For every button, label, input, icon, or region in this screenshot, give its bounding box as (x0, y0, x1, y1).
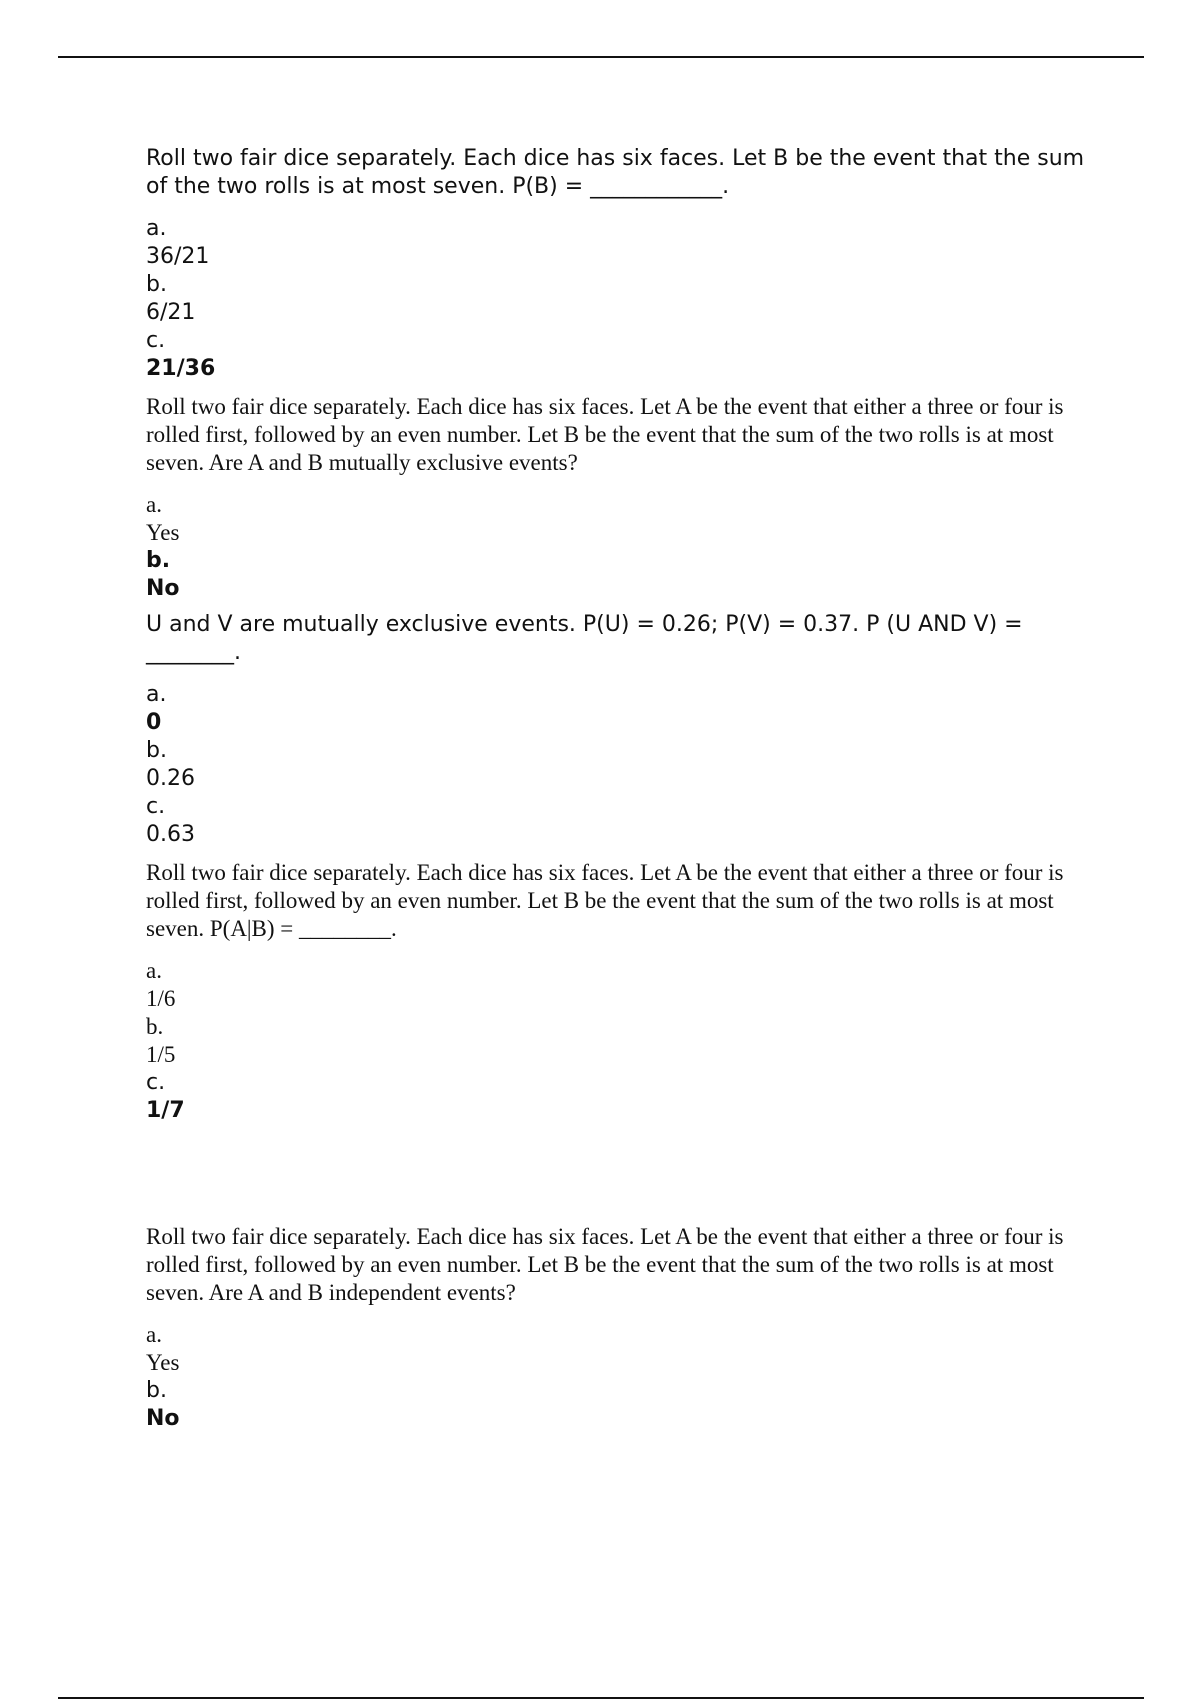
option-value: 0.26 (146, 766, 195, 791)
option-value: 0.63 (146, 822, 195, 847)
option-letter: c. (146, 794, 166, 819)
option-value: Yes (146, 520, 180, 545)
question-2 (146, 393, 1096, 603)
option-letter: c. (146, 1070, 166, 1095)
question-3-options (146, 681, 1096, 849)
question-4-text: Roll two fair dice separately. Each dice has six faces. Let A be the event that either a three or four is rolled first, followed by an even number. Let B be the event that the sum of the two rolls is at most seven. P(A|B) = ________. (146, 860, 1064, 941)
option-letter-correct: b. (146, 548, 171, 573)
option-value: 1/5 (146, 1042, 176, 1067)
option-letter: b. (146, 1378, 167, 1403)
option-value: 1/6 (146, 986, 176, 1011)
option-value-correct: 21/36 (146, 356, 216, 381)
option-value-correct: No (146, 576, 180, 601)
question-1 (146, 145, 1096, 383)
footer-rule (58, 1697, 1144, 1699)
question-1-text: Roll two fair dice separately. Each dice has six faces. Let B be the event that the sum of the two rolls is at most seven. P(B) = ____________. (146, 146, 1085, 199)
option-letter: a. (146, 216, 167, 241)
question-3 (146, 611, 1096, 849)
header-rule (58, 56, 1144, 58)
question-2-options (146, 491, 1096, 603)
option-value-correct: 0 (146, 710, 162, 735)
option-letter: b. (146, 1014, 164, 1039)
question-5-text: Roll two fair dice separately. Each dice has six faces. Let A be the event that either a three or four is rolled first, followed by an even number. Let B be the event that the sum of the two rolls is at most seven. Are A and B independent events? (146, 1224, 1064, 1305)
question-5-options (146, 1321, 1096, 1433)
question-1-options (146, 215, 1096, 383)
option-value: 6/21 (146, 300, 196, 325)
option-value-correct: No (146, 1406, 180, 1431)
option-letter: a. (146, 492, 162, 517)
option-value: 36/21 (146, 244, 210, 269)
option-letter: c. (146, 328, 166, 353)
document-page (146, 145, 1096, 1431)
option-letter: a. (146, 682, 167, 707)
question-3-text: U and V are mutually exclusive events. P(U) = 0.26; P(V) = 0.37. P (U AND V) = ________. (146, 612, 1023, 665)
question-4-options (146, 957, 1096, 1125)
option-value-correct: 1/7 (146, 1098, 185, 1123)
option-letter: a. (146, 958, 162, 983)
option-letter: a. (146, 1322, 162, 1347)
option-letter: b. (146, 272, 167, 297)
option-letter: b. (146, 738, 167, 763)
question-2-text: Roll two fair dice separately. Each dice has six faces. Let A be the event that either a three or four is rolled first, followed by an even number. Let B be the event that the sum of the two rolls is at most seven. Are A and B mutually exclusive events? (146, 394, 1064, 475)
option-value: Yes (146, 1350, 180, 1375)
question-4 (146, 859, 1096, 1125)
question-5 (146, 1223, 1096, 1433)
